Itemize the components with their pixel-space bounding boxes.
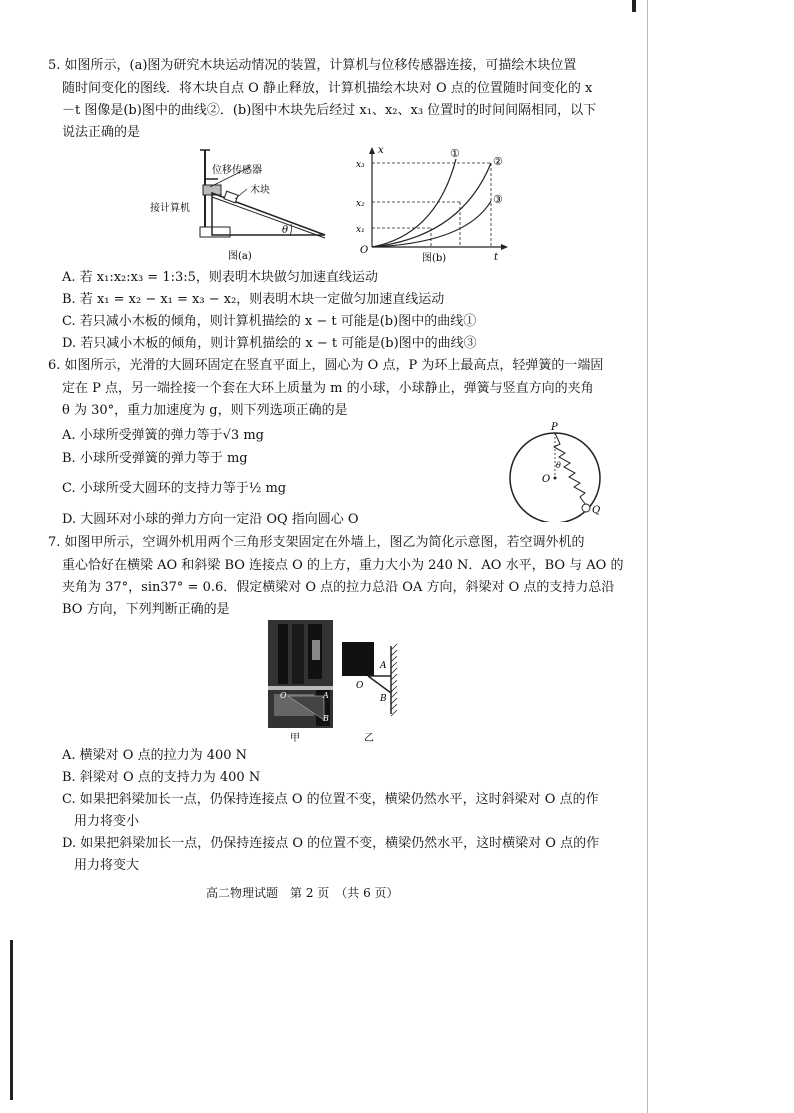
curve-3 <box>372 201 491 247</box>
q5-line-3: －t 图像是(b)图中的曲线②．(b)图中木块先后经过 x₁、x₂、x₃ 位置时的时间间隔相同，以下 <box>62 103 597 118</box>
q5-option-d: D. 若只减小木板的倾角，则计算机描绘的 x − t 可能是(b)图中的曲线③ <box>62 336 477 351</box>
jia-a-label: A <box>323 691 329 700</box>
q6-option-a: A. 小球所受弹簧的弹力等于√3 mg <box>62 428 264 443</box>
yi-o-label: O <box>356 681 364 691</box>
curve-2 <box>372 163 491 247</box>
q5-option-b: B. 若 x₁ = x₂ − x₁ = x₃ − x₂，则表明木块一定做匀加速直线运动 <box>62 292 445 307</box>
q6-option-b: B. 小球所受弹簧的弹力等于 mg <box>62 451 248 466</box>
q5-option-c: C. 若只减小木板的倾角，则计算机描绘的 x − t 可能是(b)图中的曲线① <box>62 314 477 329</box>
page-footer: 高二物理试题 第 2 页 （共 6 页） <box>206 886 399 900</box>
block-label: 木块 <box>250 185 270 196</box>
curve-1 <box>372 159 456 247</box>
p-label: P <box>551 422 558 433</box>
q7-option-b: B. 斜梁对 O 点的支持力为 400 N <box>62 770 261 785</box>
curve-3-label: ③ <box>493 193 503 206</box>
sensor-label: 位移传感器 <box>212 165 262 176</box>
fig-a-caption: 图(a) <box>228 251 252 262</box>
q7-option-a: A. 横梁对 O 点的拉力为 400 N <box>62 748 248 763</box>
q7-line-2: 重心恰好在横梁 AO 和斜梁 BO 连接点 O 的上方，重力大小为 240 N．AO 水平，BO 与 AO 的 <box>62 558 624 573</box>
curve-2-label: ② <box>493 155 503 168</box>
theta-angle: θ <box>556 461 561 470</box>
x3-label: x₃ <box>356 160 365 170</box>
page-edge <box>647 0 648 1113</box>
x-axis-label: t <box>494 252 499 263</box>
q5-line-2: 随时间变化的图线．将木块自点 O 静止释放，计算机描绘木块对 O 点的位置随时间变化的 x <box>62 81 593 96</box>
q5-figure-b <box>356 145 516 265</box>
q7-line-4: BO 方向，下列判断正确的是 <box>62 602 230 617</box>
q7-line-3: 夹角为 37°，sin37° = 0.6．假定横梁对 O 点的拉力总沿 OA 方向，斜梁对 O 点的支持力总沿 <box>62 580 615 595</box>
jia-caption: 甲 <box>290 733 300 742</box>
q7-line-1: 7. 如图甲所示，空调外机用两个三角形支架固定在外墙上，图乙为简化示意图，若空调外机的 <box>48 535 585 550</box>
q7-figure-yi <box>338 638 408 742</box>
scan-mark <box>632 0 636 12</box>
q5-line-4: 说法正确的是 <box>62 125 141 140</box>
q6-line-3: θ 为 30°，重力加速度为 g，则下列选项正确的是 <box>62 403 348 418</box>
computer-label: 接计算机 <box>150 203 190 214</box>
q6-option-d: D. 大圆环对小球的弹力方向一定沿 OQ 指向圆心 O <box>62 512 359 527</box>
curve-1-label: ① <box>450 147 460 160</box>
q6-figure <box>502 420 614 522</box>
fig-b-caption: 图(b) <box>422 253 447 264</box>
jia-b-label: B <box>323 714 329 723</box>
q-label: Q <box>592 505 601 516</box>
origin-label: O <box>360 245 369 256</box>
jia-o-label: O <box>280 691 287 700</box>
y-axis-label: x <box>378 145 384 156</box>
x2-label: x₂ <box>356 199 365 209</box>
yi-a-label: A <box>380 661 387 671</box>
q7-option-d-cont: 用力将变大 <box>74 858 140 873</box>
q5-option-a: A. 若 x₁:x₂:x₃ = 1:3:5，则表明木块做匀加速直线运动 <box>62 270 378 285</box>
scan-edge <box>10 940 13 1100</box>
q5-figure-a <box>150 145 340 265</box>
q7-option-c: C. 如果把斜梁加长一点，仍保持连接点 O 的位置不变，横梁仍然水平，这时斜梁对 O 点的作 <box>62 792 599 807</box>
x1-label: x₁ <box>356 225 365 235</box>
q6-line-2: 定在 P 点，另一端拴接一个套在大环上质量为 m 的小球，小球静止，弹簧与竖直方向的夹角 <box>62 381 594 396</box>
q6-option-c: C. 小球所受大圆环的支持力等于½ mg <box>62 481 287 496</box>
q6-line-1: 6. 如图所示，光滑的大圆环固定在竖直平面上，圆心为 O 点，P 为环上最高点，轻弹簧的一端固 <box>48 358 604 373</box>
q5-line-1: 5. 如图所示，(a)图为研究木块运动情况的装置，计算机与位移传感器连接，可描绘木块位置 <box>48 58 577 73</box>
q7-option-c-cont: 用力将变小 <box>74 814 140 829</box>
q7-option-d: D. 如果把斜梁加长一点，仍保持连接点 O 的位置不变，横梁仍然水平，这时横梁对 O 点的作 <box>62 836 600 851</box>
yi-b-label: B <box>380 694 387 704</box>
theta-label: θ <box>282 225 289 236</box>
yi-caption: 乙 <box>364 733 374 742</box>
o-label: O <box>542 474 551 485</box>
